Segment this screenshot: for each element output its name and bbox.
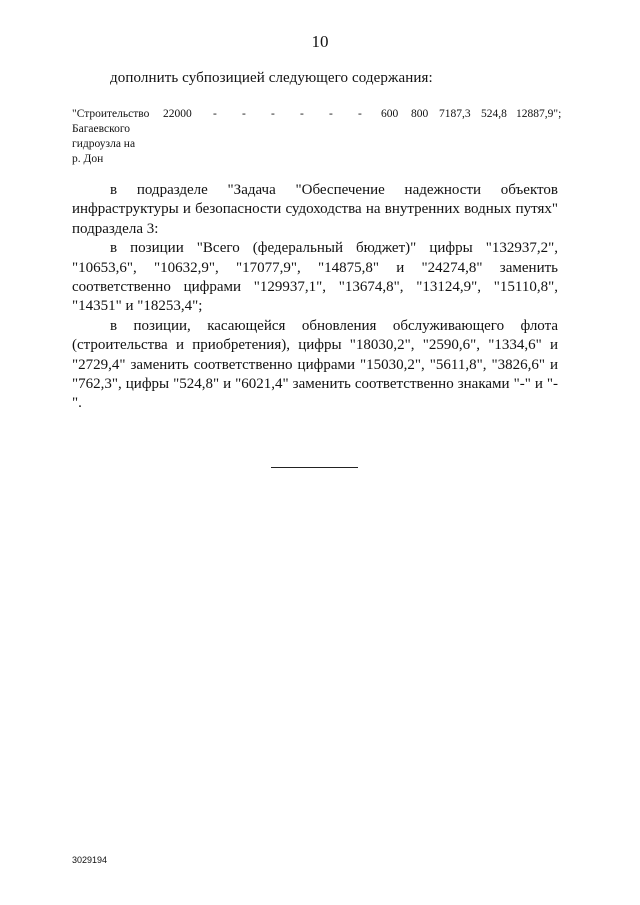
row-value: - — [213, 108, 217, 120]
paragraph: в подразделе "Задача "Обеспечение надежности объектов инфраструктуры и безопасности судоходства на внутренних водных путях" подраздела 3: — [72, 182, 558, 237]
row-value: - — [242, 108, 246, 120]
row-name-line: "Строительство — [72, 108, 150, 120]
row-value: 7187,3 — [439, 108, 471, 120]
row-value: - — [358, 108, 362, 120]
paragraph: в позиции "Всего (федеральный бюджет)" цифры "132937,2", "10653,6", "10632,9", "17077,9", "14875,8" и "24274,8" заменить соответственно цифрами "129937,1", "13674,8", "13124,9", "15110,8", "14351" и "18253,4"; — [72, 240, 558, 315]
row-value: 800 — [411, 108, 429, 120]
row-name-line: гидроузла на — [72, 138, 136, 150]
row-value: 600 — [381, 108, 399, 120]
row-value: - — [329, 108, 333, 120]
row-value: - — [271, 108, 275, 120]
row-value: - — [300, 108, 304, 120]
table-row — [72, 107, 572, 167]
row-name-line: Багаевского — [72, 123, 131, 135]
end-divider — [271, 467, 358, 468]
document-code: 3029194 — [72, 855, 108, 865]
row-name-line: р. Дон — [72, 153, 104, 165]
row-value: 524,8 — [481, 108, 507, 120]
paragraph: в позиции, касающейся обновления обслуживающего флота (строительства и приобретения), цифры "18030,2", "2590,6", "1334,6" и "2729,4" заменить соответственно цифрами "15030,2", "5611,8", "3826,6" и "762,3", цифры "524,8" и "6021,4" заменить соответственно знаками "-" и "-". — [72, 317, 558, 412]
intro-line: дополнить субпозицией следующего содержания: — [110, 70, 433, 86]
row-name — [72, 107, 152, 167]
page-number: 10 — [311, 32, 329, 51]
body-text — [72, 181, 558, 414]
row-value: 22000 — [163, 108, 192, 120]
row-value: 12887,9"; — [516, 108, 562, 120]
